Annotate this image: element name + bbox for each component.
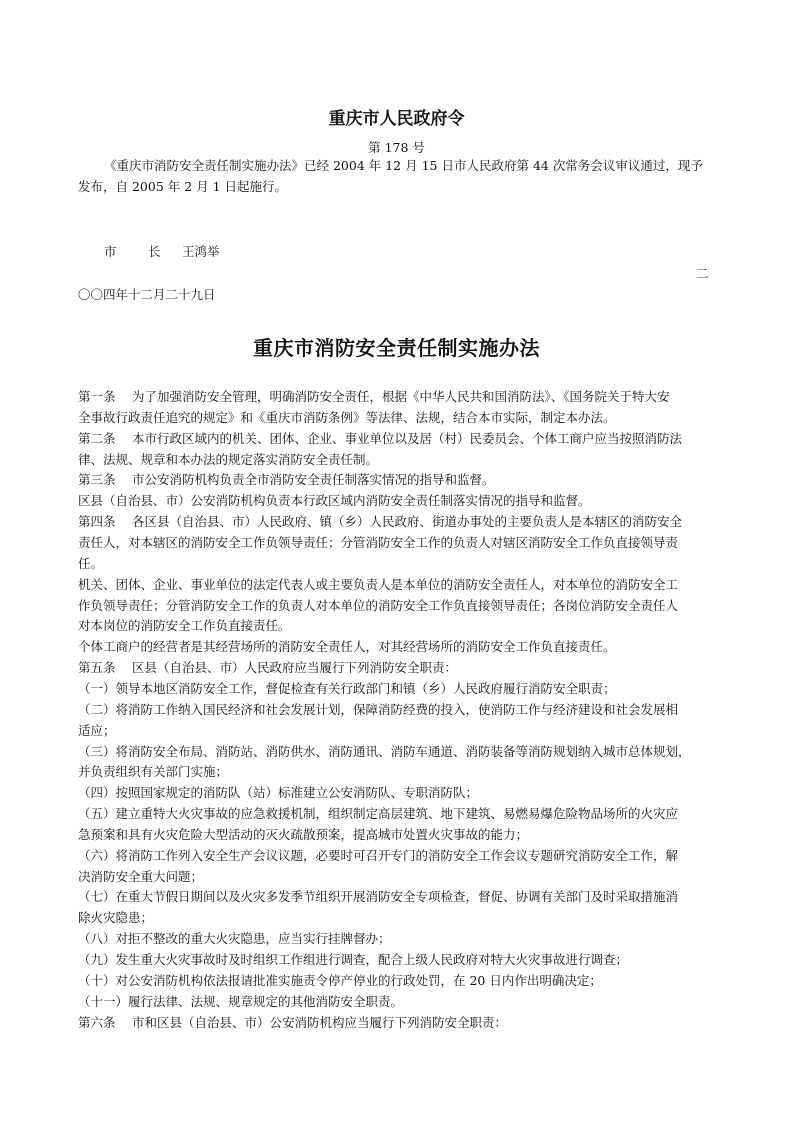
body-line: （一）领导本地区消防安全工作，督促检查有关行政部门和镇（乡）人民政府履行消防安全职责； — [78, 680, 616, 696]
body-line: （十）对公安消防机构依法报请批准实施责令停产停业的行政处罚，在 20 日内作出明确决定； — [78, 972, 602, 988]
body-line: 第三条 市公安消防机构负责全市消防安全责任制落实情况的指导和监督。 — [78, 472, 495, 488]
body-line: （五）建立重特大火灾事故的应急救援机制，组织制定高层建筑、地下建筑、易燃易爆危险物品场所的火灾应 — [78, 806, 679, 821]
mayor-label-1: 市 — [104, 244, 117, 259]
mayor-name: 王鸿举 — [182, 244, 220, 259]
document-title: 重庆市消防安全责任制实施办法 — [253, 336, 540, 360]
body-line: 除火灾隐患； — [78, 910, 154, 926]
body-line: 第二条 本市行政区域内的机关、团体、企业、事业单位以及居（村）民委员会、个体工商户应当按照消防法 — [78, 430, 682, 446]
decree-title: 重庆市人民政府令 — [328, 109, 465, 129]
body-line: 任。 — [78, 555, 104, 571]
body-line: 区县（自治县、市）公安消防机构负责本行政区域内消防安全责任制落实情况的指导和监督。 — [78, 493, 591, 509]
body-line: 适应； — [78, 722, 116, 738]
body-line: 责任人，对本辖区的消防安全工作负领导责任；分管消防安全工作的负责人对辖区消防安全工作负直接领导责 — [78, 535, 679, 550]
body-line: 作负领导责任；分管消防安全工作的负责人对本单位的消防安全工作负直接领导责任；各岗位消防安全责任人 — [78, 597, 679, 613]
body-line: 急预案和具有火灾危险大型活动的灭火疏散预案，提高城市处置火灾事故的能力； — [78, 826, 529, 842]
body-line: 第六条 市和区县（自治县、市）公安消防机构应当履行下列消防安全职责： — [78, 1014, 507, 1030]
body-line: 并负责组织有关部门实施； — [78, 764, 229, 780]
body-line: （七）在重大节假日期间以及火灾多发季节组织开展消防安全专项检查，督促、协调有关部门及时采取措施消 — [78, 889, 679, 905]
body-line: （六）将消防工作列入安全生产会议议题，必要时可召开专门的消防安全工作会议专题研究消防安全工作，解 — [78, 847, 679, 863]
body-line: 决消防安全重大问题； — [78, 868, 204, 884]
body-line: （四）按照国家规定的消防队（站）标准建立公安消防队、专职消防队； — [78, 785, 479, 801]
mayor-label-2: 长 — [148, 244, 161, 259]
body-line: （三）将消防安全布局、消防站、消防供水、消防通讯、消防车通道、消防装备等消防规划纳入城市总体规划， — [78, 743, 691, 759]
body-line: 第四条 各区县（自治县、市）人民政府、镇（乡）人民政府、街道办事处的主要负责人是本辖区的消防安全 — [78, 514, 682, 530]
body-line: （九）发生重大火灾事故时及时组织工作组进行调查，配合上级人民政府对特大火灾事故进行调查； — [78, 952, 629, 967]
body-line: 第五条 区县（自治县、市）人民政府应当履行下列消防安全职责： — [78, 660, 457, 675]
decree-number: 第 178 号 — [368, 140, 425, 155]
body-line: 律、法规、规章和本办法的规定落实消防安全责任制。 — [78, 451, 379, 467]
body-line: 个体工商户的经营者是其经营场所的消防安全责任人，对其经营场所的消防安全工作负直接责任。 — [78, 639, 616, 655]
intro-line-1: 《重庆市消防安全责任制实施办法》已经 2004 年 12 月 15 日市人民政府第 44 次常务会议审议通过，现予 — [104, 158, 703, 173]
date-part-2: 〇〇四年十二月二十九日 — [78, 287, 216, 302]
body-line: 对本岗位的消防安全工作负直接责任。 — [78, 618, 291, 634]
date-part-1: 二 — [696, 266, 709, 281]
body-line: （八）对拒不整改的重大火灾隐患，应当实行挂牌督办； — [78, 931, 391, 947]
body-line: 全事故行政责任追究的规定》和《重庆市消防条例》等法律、法规，结合本市实际，制定本办法。 — [78, 409, 616, 425]
intro-line-2: 发布，自 2005 年 2 月 1 日起施行。 — [78, 179, 288, 194]
body-line: （二）将消防工作纳入国民经济和社会发展计划，保障消防经费的投入，使消防工作与经济建设和社会发展相 — [78, 701, 679, 717]
body-line: 机关、团体、企业、事业单位的法定代表人或主要负责人是本单位的消防安全责任人，对本单位的消防安全工 — [78, 576, 679, 592]
body-line: 第一条 为了加强消防安全管理，明确消防安全责任，根据《中华人民共和国消防法》、《国务院关于特大安 — [78, 389, 670, 404]
body-line: （十一）履行法律、法规、规章规定的其他消防安全职责。 — [78, 993, 404, 1009]
